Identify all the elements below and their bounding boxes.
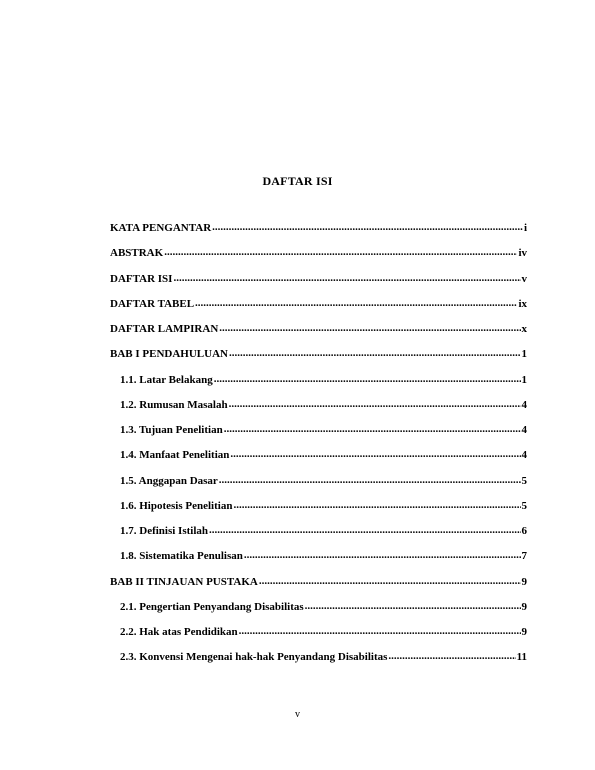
toc-entry-label: KATA PENGANTAR [110,222,212,234]
toc-entry[interactable] [110,374,527,399]
toc-entry-page: 4 [521,449,527,462]
table-of-contents [110,222,527,677]
toc-dot-leader [195,297,517,309]
toc-dot-leader [224,423,521,435]
toc-entry[interactable] [110,525,527,550]
toc-entry-label: DAFTAR TABEL [110,297,195,310]
toc-dot-leader [244,549,521,561]
toc-dot-leader [233,499,520,511]
toc-entry-page: 9 [521,600,527,613]
toc-entry[interactable] [110,500,527,525]
toc-entry-page: 7 [521,550,527,563]
toc-dot-leader [219,322,520,334]
toc-entry-label: 1.1. Latar Belakang [120,373,213,386]
toc-entry[interactable] [110,651,527,676]
toc-entry-page: 9 [521,626,527,638]
toc-entry[interactable] [110,601,527,626]
toc-entry-page: 5 [521,499,527,512]
toc-entry-label: DAFTAR LAMPIRAN [110,323,219,335]
toc-entry[interactable] [110,399,527,424]
toc-entry-page: 11 [516,651,527,664]
toc-entry-page: x [521,323,527,335]
toc-dot-leader [239,625,521,637]
toc-dot-leader [388,650,515,662]
toc-dot-leader [259,575,521,587]
toc-entry-label: 1.6. Hipotesis Penelitian [120,499,233,512]
toc-dot-leader [164,246,517,258]
toc-entry[interactable] [110,576,527,601]
toc-entry[interactable] [110,323,527,348]
toc-entry-page: i [523,222,527,234]
toc-entry-label: 1.5. Anggapan Dasar [120,474,218,487]
toc-dot-leader [214,373,521,385]
toc-entry[interactable] [110,424,527,449]
toc-entry-label: BAB II TINJAUAN PUSTAKA [110,575,258,588]
toc-entry-page: iv [518,247,527,260]
toc-dot-leader [229,398,521,410]
toc-entry[interactable] [110,298,527,323]
toc-entry[interactable] [110,475,527,500]
toc-dot-leader [305,600,521,612]
toc-entry[interactable] [110,348,527,373]
toc-entry[interactable] [110,626,527,651]
toc-entry-label: BAB I PENDAHULUAN [110,348,228,361]
toc-entry-page: v [521,272,527,285]
toc-entry-label: 2.3. Konvensi Mengenai hak-hak Penyandang Disabilitas [120,651,388,664]
toc-dot-leader [173,272,520,284]
toc-dot-leader [230,448,520,460]
toc-dot-leader [219,474,521,486]
toc-entry-page: 4 [521,424,527,436]
toc-entry-label: DAFTAR ISI [110,272,173,285]
toc-entry-page: 6 [521,525,527,537]
page-title: DAFTAR ISI [262,174,333,188]
toc-entry-page: 5 [521,474,527,487]
toc-entry-label: ABSTRAK [110,247,164,260]
toc-entry-page: ix [518,297,527,310]
toc-entry[interactable] [110,550,527,575]
toc-entry[interactable] [110,449,527,474]
page-number: v [295,709,300,720]
toc-entry[interactable] [110,247,527,272]
toc-entry[interactable] [110,273,527,298]
toc-entry-label: 2.2. Hak atas Pendidikan [120,626,238,638]
toc-entry-label: 1.4. Manfaat Penelitian [120,449,230,462]
toc-entry[interactable] [110,222,527,247]
toc-entry-label: 1.2. Rumusan Masalah [120,398,228,411]
toc-entry-label: 1.3. Tujuan Penelitian [120,424,223,436]
toc-entry-page: 1 [521,373,527,386]
toc-dot-leader [209,524,520,536]
toc-dot-leader [229,347,521,359]
toc-entry-page: 4 [521,398,527,411]
toc-dot-leader [212,221,523,233]
toc-entry-label: 1.7. Definisi Istilah [120,525,209,537]
toc-entry-page: 1 [521,348,527,361]
toc-entry-page: 9 [521,575,527,588]
toc-entry-label: 1.8. Sistematika Penulisan [120,550,243,563]
toc-entry-label: 2.1. Pengertian Penyandang Disabilitas [120,600,304,613]
